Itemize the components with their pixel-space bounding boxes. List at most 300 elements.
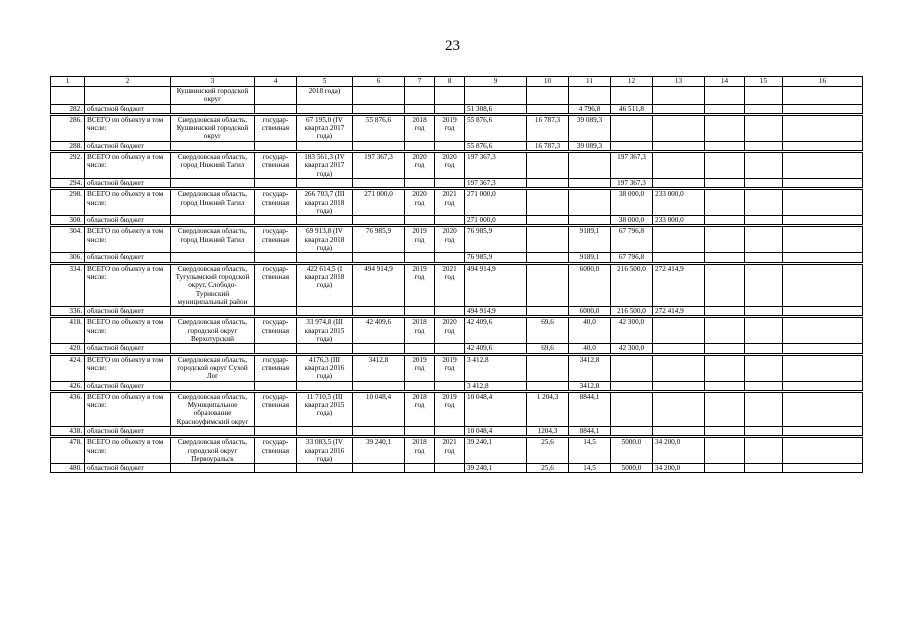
cell-col-9: 494 914,9 [465, 307, 527, 316]
cell-col-2: ВСЕГО по объекту в том числе: [85, 355, 171, 381]
cell-col-16 [783, 426, 863, 435]
budget-row [51, 381, 863, 390]
cell-col-5: 11 710,5 (III квартал 2015 года) [297, 392, 353, 426]
cell-col-15 [745, 190, 783, 216]
cell-col-5 [297, 253, 353, 262]
cell-col-5: 33 974,8 (III квартал 2015 года) [297, 318, 353, 344]
cell-col-1: 480. [51, 464, 85, 473]
cell-col-12: 42 300,0 [611, 344, 653, 353]
cell-col-5 [297, 464, 353, 473]
cell-col-10 [527, 227, 569, 253]
cell-col-16 [783, 216, 863, 225]
column-number-row [51, 77, 863, 87]
cell-col-10 [527, 216, 569, 225]
cell-col-5: 67 195,0 (IV квартал 2017 года) [297, 115, 353, 141]
cell-col-12: 197 367,3 [611, 178, 653, 187]
cell-col-7 [405, 104, 435, 113]
cell-col-13 [653, 355, 705, 381]
cell-col-9: 55 876,6 [465, 141, 527, 150]
column-number-5: 5 [297, 77, 353, 87]
cell-col-8 [435, 178, 465, 187]
cell-col-12: 5000,0 [611, 438, 653, 464]
cell-col-2: ВСЕГО по объекту в том числе: [85, 115, 171, 141]
cell-col-10: 69,6 [527, 344, 569, 353]
cell-col-2: областной бюджет [85, 307, 171, 316]
cell-col-13 [653, 253, 705, 262]
cell-col-9: 494 914,9 [465, 264, 527, 306]
cell-col-1: 294. [51, 178, 85, 187]
cell-col-10 [527, 355, 569, 381]
cell-col-15 [745, 318, 783, 344]
cell-col-10 [527, 153, 569, 179]
cell-col-14 [705, 104, 745, 113]
cell-col-10 [527, 178, 569, 187]
cell-col-16 [783, 392, 863, 426]
cell-col-3: Кушвинский городской округ [171, 87, 255, 105]
cell-col-5 [297, 141, 353, 150]
column-number-2: 2 [85, 77, 171, 87]
cell-col-10: 16 787,3 [527, 141, 569, 150]
cell-col-4 [255, 344, 297, 353]
cell-col-13 [653, 344, 705, 353]
cell-col-12 [611, 115, 653, 141]
object-row [51, 87, 863, 105]
cell-col-11 [569, 216, 611, 225]
cell-col-14 [705, 355, 745, 381]
cell-col-11: 39 089,3 [569, 115, 611, 141]
cell-col-8 [435, 464, 465, 473]
cell-col-8 [435, 426, 465, 435]
cell-col-9 [465, 87, 527, 105]
cell-col-8 [435, 307, 465, 316]
cell-col-12 [611, 392, 653, 426]
cell-col-4 [255, 178, 297, 187]
cell-col-6 [353, 344, 405, 353]
cell-col-14 [705, 87, 745, 105]
cell-col-4 [255, 253, 297, 262]
cell-col-5: 4176,3 (III квартал 2016 года) [297, 355, 353, 381]
cell-col-11: 9189,1 [569, 227, 611, 253]
cell-col-3 [171, 216, 255, 225]
cell-col-4 [255, 426, 297, 435]
cell-col-7 [405, 253, 435, 262]
cell-col-9: 39 240,1 [465, 464, 527, 473]
cell-col-8 [435, 344, 465, 353]
cell-col-4 [255, 464, 297, 473]
cell-col-1: 478. [51, 438, 85, 464]
column-number-3: 3 [171, 77, 255, 87]
cell-col-11: 8844,1 [569, 392, 611, 426]
cell-col-7: 2018 год [405, 318, 435, 344]
cell-col-1: 438. [51, 426, 85, 435]
cell-col-12: 67 796,8 [611, 253, 653, 262]
cell-col-7: 2018 год [405, 115, 435, 141]
cell-col-15 [745, 87, 783, 105]
cell-col-4 [255, 307, 297, 316]
cell-col-11: 3412,8 [569, 381, 611, 390]
cell-col-3: Свердловская область, Муниципальное образование Красноуфимский округ [171, 392, 255, 426]
cell-col-14 [705, 264, 745, 306]
cell-col-3: Свердловская область, городской округ Первоуральск [171, 438, 255, 464]
column-number-9: 9 [465, 77, 527, 87]
cell-col-3 [171, 178, 255, 187]
cell-col-8 [435, 104, 465, 113]
cell-col-4: государ-ственная [255, 438, 297, 464]
cell-col-14 [705, 318, 745, 344]
cell-col-16 [783, 141, 863, 150]
cell-col-8: 2020 год [435, 318, 465, 344]
cell-col-6: 271 000,0 [353, 190, 405, 216]
cell-col-5 [297, 381, 353, 390]
cell-col-13: 233 000,0 [653, 216, 705, 225]
budget-row [51, 216, 863, 225]
object-row [51, 115, 863, 141]
cell-col-6: 76 985,9 [353, 227, 405, 253]
cell-col-10 [527, 253, 569, 262]
cell-col-13: 272 414,9 [653, 307, 705, 316]
cell-col-6: 3412,8 [353, 355, 405, 381]
object-row [51, 438, 863, 464]
cell-col-16 [783, 153, 863, 179]
cell-col-7: 2019 год [405, 355, 435, 381]
cell-col-16 [783, 318, 863, 344]
cell-col-14 [705, 153, 745, 179]
cell-col-13 [653, 426, 705, 435]
cell-col-2: ВСЕГО по объекту в том числе: [85, 190, 171, 216]
cell-col-5: 266 703,7 (III квартал 2018 года) [297, 190, 353, 216]
object-row [51, 318, 863, 344]
cell-col-15 [745, 344, 783, 353]
cell-col-11 [569, 153, 611, 179]
cell-col-3: Свердловская область, город Нижний Тагил [171, 227, 255, 253]
cell-col-5 [297, 426, 353, 435]
cell-col-16 [783, 355, 863, 381]
cell-col-5: 183 561,3 (IV квартал 2017 года) [297, 153, 353, 179]
cell-col-2: областной бюджет [85, 381, 171, 390]
cell-col-15 [745, 464, 783, 473]
cell-col-1: 436. [51, 392, 85, 426]
cell-col-6: 494 914,9 [353, 264, 405, 306]
cell-col-7 [405, 87, 435, 105]
cell-col-5 [297, 104, 353, 113]
cell-col-16 [783, 87, 863, 105]
cell-col-13 [653, 115, 705, 141]
cell-col-7 [405, 426, 435, 435]
cell-col-3: Свердловская область, городской округ Сухой Лог [171, 355, 255, 381]
cell-col-12: 216 500,0 [611, 264, 653, 306]
cell-col-15 [745, 392, 783, 426]
cell-col-15 [745, 153, 783, 179]
cell-col-14 [705, 227, 745, 253]
cell-col-2: ВСЕГО по объекту в том числе: [85, 264, 171, 306]
cell-col-6 [353, 464, 405, 473]
cell-col-2: областной бюджет [85, 464, 171, 473]
cell-col-6 [353, 381, 405, 390]
cell-col-10: 16 787,3 [527, 115, 569, 141]
cell-col-9: 10 048,4 [465, 392, 527, 426]
cell-col-10: 1 204,3 [527, 392, 569, 426]
cell-col-15 [745, 115, 783, 141]
cell-col-12 [611, 426, 653, 435]
cell-col-3: Свердловская область, городской округ Верхотурский [171, 318, 255, 344]
cell-col-11: 6000,0 [569, 307, 611, 316]
cell-col-1: 304. [51, 227, 85, 253]
cell-col-16 [783, 381, 863, 390]
cell-col-1: 286. [51, 115, 85, 141]
cell-col-13 [653, 141, 705, 150]
column-number-12: 12 [611, 77, 653, 87]
cell-col-4: государ-ственная [255, 392, 297, 426]
cell-col-5: 33 083,5 (IV квартал 2016 года) [297, 438, 353, 464]
cell-col-13 [653, 392, 705, 426]
cell-col-2: областной бюджет [85, 216, 171, 225]
cell-col-12: 197 367,3 [611, 153, 653, 179]
cell-col-14 [705, 381, 745, 390]
cell-col-6: 55 876,6 [353, 115, 405, 141]
cell-col-3 [171, 104, 255, 113]
cell-col-10 [527, 104, 569, 113]
cell-col-13: 34 200,0 [653, 464, 705, 473]
cell-col-2: ВСЕГО по объекту в том числе: [85, 318, 171, 344]
cell-col-7 [405, 178, 435, 187]
cell-col-11: 40,0 [569, 344, 611, 353]
cell-col-13: 34 200,0 [653, 438, 705, 464]
cell-col-7 [405, 464, 435, 473]
cell-col-14 [705, 464, 745, 473]
cell-col-6 [353, 104, 405, 113]
cell-col-2 [85, 87, 171, 105]
cell-col-8 [435, 253, 465, 262]
cell-col-2: ВСЕГО по объекту в том числе: [85, 153, 171, 179]
object-row [51, 190, 863, 216]
budget-row [51, 141, 863, 150]
cell-col-9: 39 240,1 [465, 438, 527, 464]
cell-col-2: областной бюджет [85, 104, 171, 113]
cell-col-15 [745, 253, 783, 262]
cell-col-16 [783, 178, 863, 187]
cell-col-1: 424. [51, 355, 85, 381]
cell-col-11 [569, 87, 611, 105]
cell-col-3 [171, 464, 255, 473]
cell-col-16 [783, 307, 863, 316]
cell-col-11: 14,5 [569, 464, 611, 473]
cell-col-2: ВСЕГО по объекту в том числе: [85, 438, 171, 464]
cell-col-11: 9189,1 [569, 253, 611, 262]
cell-col-9: 42 409,6 [465, 344, 527, 353]
cell-col-14 [705, 141, 745, 150]
cell-col-6 [353, 253, 405, 262]
cell-col-9: 271 000,0 [465, 216, 527, 225]
cell-col-2: областной бюджет [85, 141, 171, 150]
cell-col-3 [171, 253, 255, 262]
cell-col-1: 300. [51, 216, 85, 225]
cell-col-15 [745, 141, 783, 150]
cell-col-6 [353, 178, 405, 187]
cell-col-2: ВСЕГО по объекту в том числе: [85, 392, 171, 426]
cell-col-12: 5000,0 [611, 464, 653, 473]
cell-col-2: ВСЕГО по объекту в том числе: [85, 227, 171, 253]
cell-col-12: 38 000,0 [611, 190, 653, 216]
cell-col-15 [745, 104, 783, 113]
cell-col-5 [297, 307, 353, 316]
cell-col-15 [745, 355, 783, 381]
cell-col-1: 426. [51, 381, 85, 390]
object-row [51, 264, 863, 306]
cell-col-8: 2019 год [435, 355, 465, 381]
cell-col-14 [705, 253, 745, 262]
cell-col-15 [745, 381, 783, 390]
cell-col-14 [705, 307, 745, 316]
cell-col-16 [783, 115, 863, 141]
cell-col-5 [297, 344, 353, 353]
column-number-10: 10 [527, 77, 569, 87]
cell-col-14 [705, 178, 745, 187]
column-number-14: 14 [705, 77, 745, 87]
cell-col-4 [255, 104, 297, 113]
cell-col-1: 334. [51, 264, 85, 306]
object-row [51, 153, 863, 179]
cell-col-14 [705, 115, 745, 141]
cell-col-10: 1204,3 [527, 426, 569, 435]
cell-col-3: Свердловская область, Кушвинский городской округ [171, 115, 255, 141]
cell-col-6: 39 240,1 [353, 438, 405, 464]
cell-col-16 [783, 264, 863, 306]
cell-col-12 [611, 381, 653, 390]
cell-col-6: 42 409,6 [353, 318, 405, 344]
cell-col-6: 197 367,3 [353, 153, 405, 179]
cell-col-12 [611, 355, 653, 381]
cell-col-4: государ-ственная [255, 153, 297, 179]
column-number-16: 16 [783, 77, 863, 87]
column-number-11: 11 [569, 77, 611, 87]
cell-col-1: 336. [51, 307, 85, 316]
cell-col-6 [353, 216, 405, 225]
budget-row [51, 104, 863, 113]
budget-row [51, 464, 863, 473]
cell-col-8: 2019 год [435, 392, 465, 426]
object-row [51, 392, 863, 426]
cell-col-16 [783, 104, 863, 113]
cell-col-4 [255, 141, 297, 150]
cell-col-13 [653, 87, 705, 105]
cell-col-1: 298. [51, 190, 85, 216]
cell-col-16 [783, 344, 863, 353]
table-body [51, 77, 863, 473]
cell-col-16 [783, 190, 863, 216]
cell-col-9: 197 367,3 [465, 153, 527, 179]
cell-col-1 [51, 87, 85, 105]
budget-row [51, 344, 863, 353]
cell-col-10 [527, 381, 569, 390]
cell-col-7 [405, 381, 435, 390]
cell-col-11: 14,5 [569, 438, 611, 464]
cell-col-2: областной бюджет [85, 253, 171, 262]
cell-col-1: 418. [51, 318, 85, 344]
cell-col-11: 39 089,3 [569, 141, 611, 150]
cell-col-14 [705, 190, 745, 216]
cell-col-9: 10 048,4 [465, 426, 527, 435]
column-number-6: 6 [353, 77, 405, 87]
cell-col-16 [783, 227, 863, 253]
cell-col-13 [653, 227, 705, 253]
cell-col-4: государ-ственная [255, 318, 297, 344]
cell-col-3 [171, 426, 255, 435]
cell-col-15 [745, 307, 783, 316]
cell-col-2: областной бюджет [85, 344, 171, 353]
cell-col-7: 2018 год [405, 392, 435, 426]
column-number-4: 4 [255, 77, 297, 87]
page-number: 23 [445, 38, 460, 54]
object-row [51, 355, 863, 381]
cell-col-3 [171, 344, 255, 353]
cell-col-10: 25,6 [527, 438, 569, 464]
cell-col-11: 6000,0 [569, 264, 611, 306]
cell-col-15 [745, 426, 783, 435]
cell-col-8: 2021 год [435, 438, 465, 464]
cell-col-5: 2018 года) [297, 87, 353, 105]
cell-col-4 [255, 87, 297, 105]
cell-col-5: 69 913,8 (IV квартал 2018 года) [297, 227, 353, 253]
cell-col-13 [653, 104, 705, 113]
column-number-1: 1 [51, 77, 85, 87]
cell-col-6: 10 048,4 [353, 392, 405, 426]
cell-col-13 [653, 318, 705, 344]
cell-col-9: 76 985,9 [465, 253, 527, 262]
cell-col-11: 40,0 [569, 318, 611, 344]
cell-col-6 [353, 307, 405, 316]
cell-col-4: государ-ственная [255, 355, 297, 381]
cell-col-9: 51 308,6 [465, 104, 527, 113]
cell-col-15 [745, 216, 783, 225]
column-number-8: 8 [435, 77, 465, 87]
column-number-13: 13 [653, 77, 705, 87]
cell-col-8 [435, 216, 465, 225]
cell-col-8 [435, 87, 465, 105]
cell-col-8: 2019 год [435, 115, 465, 141]
cell-col-1: 292. [51, 153, 85, 179]
budget-row [51, 307, 863, 316]
cell-col-1: 306. [51, 253, 85, 262]
cell-col-11: 3412,8 [569, 355, 611, 381]
cell-col-14 [705, 216, 745, 225]
cell-col-7: 2020 год [405, 190, 435, 216]
cell-col-15 [745, 438, 783, 464]
cell-col-7 [405, 216, 435, 225]
cell-col-10 [527, 264, 569, 306]
cell-col-4: государ-ственная [255, 190, 297, 216]
cell-col-12: 42 300,0 [611, 318, 653, 344]
cell-col-9: 42 409,6 [465, 318, 527, 344]
cell-col-13: 272 414,9 [653, 264, 705, 306]
cell-col-10 [527, 190, 569, 216]
cell-col-12 [611, 87, 653, 105]
cell-col-14 [705, 344, 745, 353]
budget-row [51, 253, 863, 262]
cell-col-8: 2020 год [435, 227, 465, 253]
cell-col-9: 3 412,8 [465, 355, 527, 381]
cell-col-9: 197 367,3 [465, 178, 527, 187]
cell-col-1: 288. [51, 141, 85, 150]
cell-col-9: 76 985,9 [465, 227, 527, 253]
cell-col-14 [705, 438, 745, 464]
cell-col-9: 271 000,0 [465, 190, 527, 216]
cell-col-3: Свердловская область, город Нижний Тагил [171, 190, 255, 216]
cell-col-7: 2020 год [405, 153, 435, 179]
cell-col-8 [435, 141, 465, 150]
cell-col-14 [705, 426, 745, 435]
cell-col-12: 67 796,8 [611, 227, 653, 253]
cell-col-6 [353, 87, 405, 105]
